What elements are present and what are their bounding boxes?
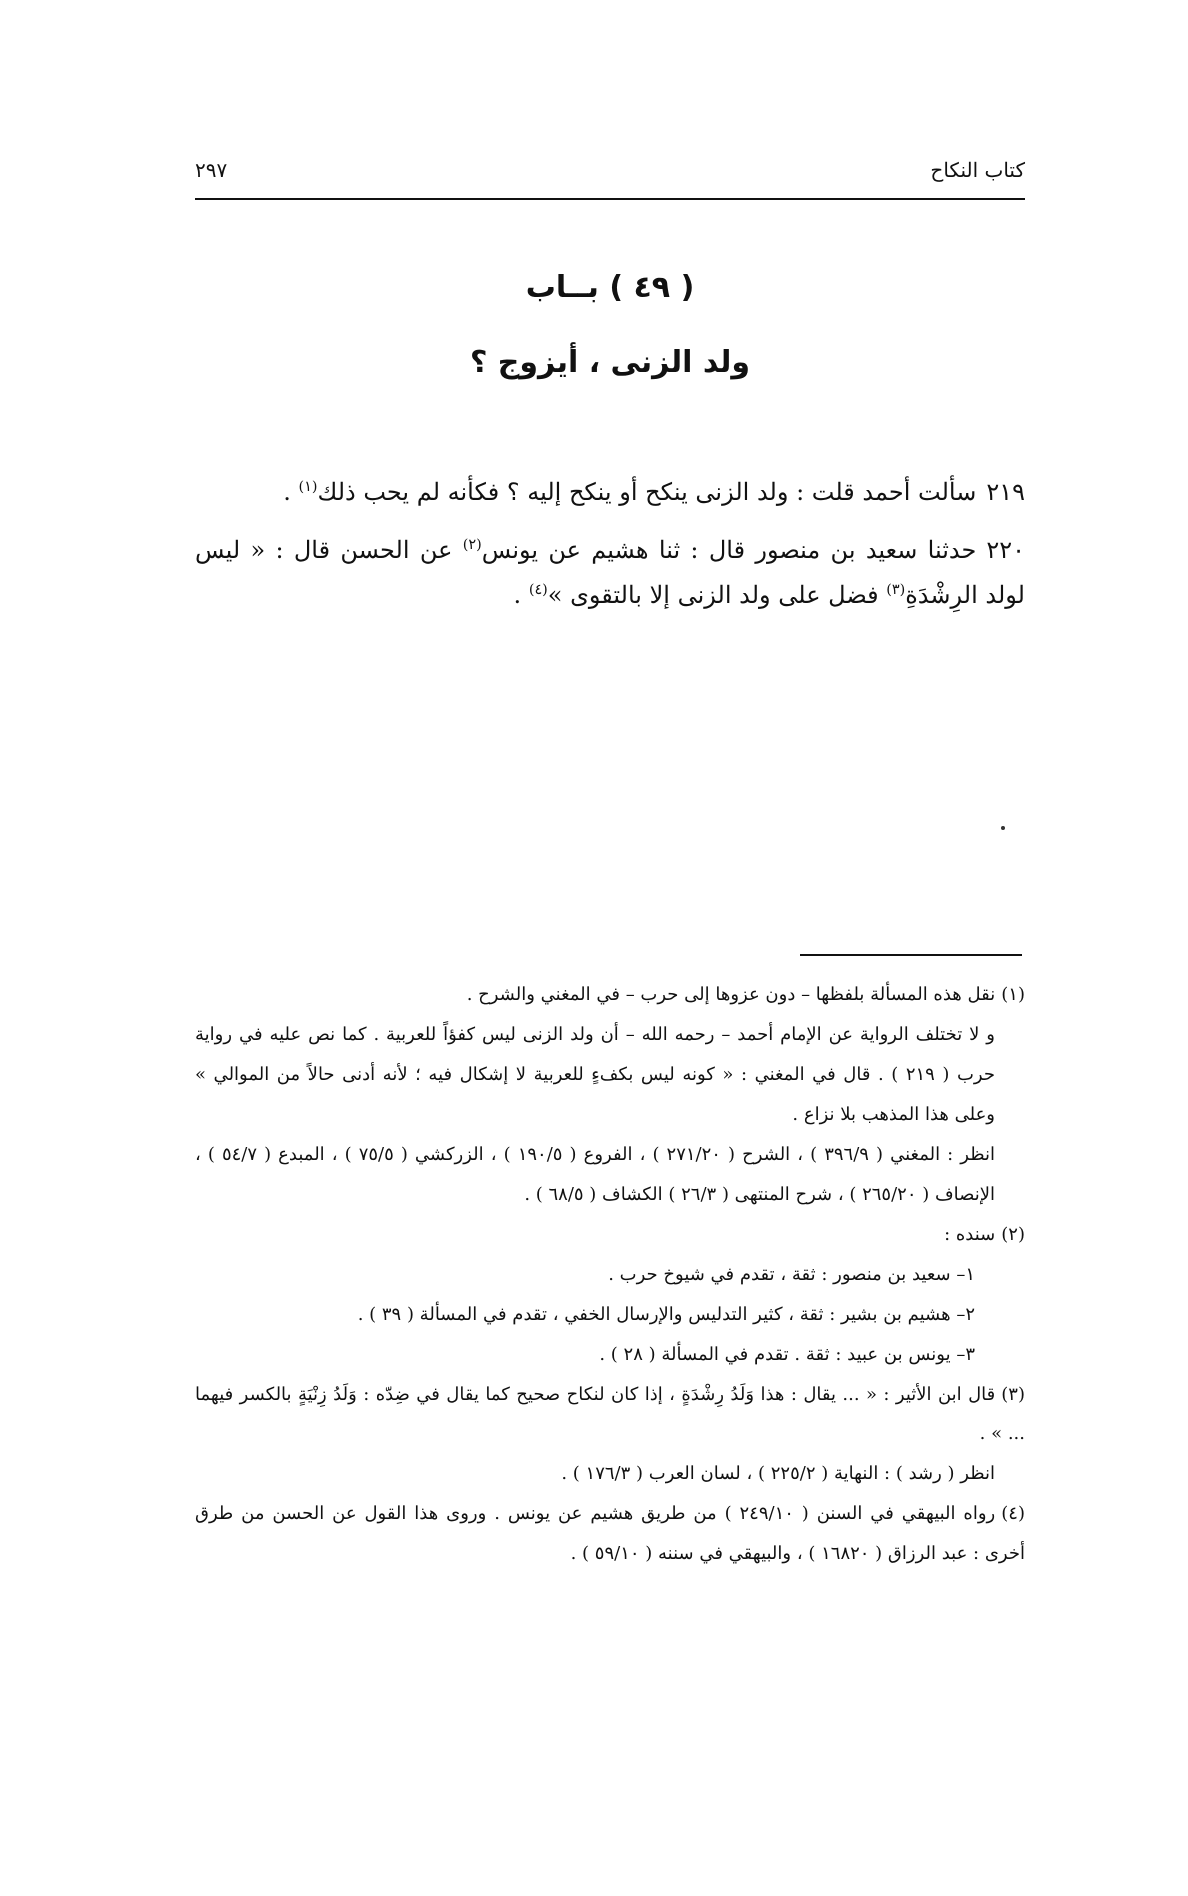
footnote-3 <box>195 1375 1025 1455</box>
footnote-2 <box>195 1215 1025 1255</box>
chapter-label: ( ٤٩ ) بــاب <box>525 270 695 305</box>
body-text <box>195 470 1025 631</box>
footnote-number: (٣) <box>1001 1383 1025 1405</box>
footnote-1-detail: و لا تختلف الرواية عن الإمام أحمد – رحمه الله – أن ولد الزنى ليس كفؤاً للعربية . كما نص عليه في رواية حرب ( ٢١٩ ) . قال في المغني : « كونه ليس بكفءٍ للعربية لا إشكال فيه ؛ لأنه أدنى حالاً من الموالي » وعلى هذا المذهب بلا نزاع . <box>195 1023 995 1125</box>
entry-text: فضل على ولد الزنى إلا بالتقوى » <box>547 581 887 610</box>
stray-dot <box>1001 826 1005 830</box>
narrator-item: ٢– هشيم بن بشير : ثقة ، كثير التدليس والإرسال الخفي ، تقدم في المسألة ( ٣٩ ) . <box>357 1303 975 1325</box>
entry-end: . <box>283 478 299 506</box>
entry-end: . <box>513 581 529 610</box>
footnotes <box>195 975 1025 1574</box>
footnote-1-sources: انظر : المغني ( ٣٩٦/٩ ) ، الشرح ( ٢٧١/٢٠ ) ، الفروع ( ١٩٠/٥ ) ، الزركشي ( ٧٥/٥ ) ، المبدع ( ٥٤/٧ ) ، الإنصاف ( ٢٦٥/٢٠ ) ، شرح المنتهى ( ٢٦/٣ ) الكشاف ( ٦٨/٥ ) . <box>195 1143 995 1205</box>
footnote-text: نقل هذه المسألة بلفظها – دون عزوها إلى حرب – في المغني والشرح . <box>466 984 996 1005</box>
entry-text: سألت أحمد قلت : ولد الزنى ينكح أو ينكح إليه ؟ فكأنه لم يحب ذلك <box>317 478 977 506</box>
footnote-ref: (١) <box>298 479 318 495</box>
footnote-separator <box>800 954 1022 956</box>
chapter-title: ولد الزنى ، أيزوج ؟ <box>469 345 751 380</box>
footnote-text: رواه البيهقي في السنن ( ٢٤٩/١٠ ) من طريق هشيم عن يونس . وروى هذا القول عن الحسن من طرق أخرى : عبد الرزاق ( ١٦٨٢٠ ) ، والبيهقي في سننه ( ٥٩/١٠ ) . <box>195 1503 1025 1565</box>
entry-220 <box>195 528 1025 619</box>
footnote-number: (٤) <box>1001 1503 1025 1525</box>
footnote-text: قال ابن الأثير : « ... يقال : هذا وَلَدُ رِشْدَةٍ ، إذا كان لنكاح صحيح كما يقال في ضِدّه : وَلَدُ زِنْيَةٍ بالكسر فيهما ... » . <box>195 1383 1025 1445</box>
entry-219 <box>195 470 1025 516</box>
footnote-1 <box>195 975 1025 1015</box>
entry-number: ٢١٩ <box>986 478 1025 506</box>
entry-text: عن الحسن قال : « ليس لولد الرِشْدَةِ <box>195 535 1025 610</box>
footnote-ref: (٤) <box>528 582 548 599</box>
footnote-number: (٢) <box>1001 1223 1025 1245</box>
entry-text: حدثنا سعيد بن منصور قال : ثنا هشيم عن يونس <box>481 535 977 564</box>
book-title: كتاب النكاح <box>930 158 1025 182</box>
narrator-item: ١– سعيد بن منصور : ثقة ، تقدم في شيوخ حرب . <box>608 1263 975 1285</box>
entry-number: ٢٢٠ <box>986 535 1025 564</box>
running-head <box>195 158 1025 182</box>
footnote-ref: (٣) <box>886 582 906 599</box>
footnote-4 <box>195 1494 1025 1574</box>
footnote-3-sources: انظر ( رشد ) : النهاية ( ٢٢٥/٢ ) ، لسان العرب ( ١٧٦/٣ ) . <box>561 1463 995 1485</box>
page-number: ٢٩٧ <box>195 158 228 182</box>
narrator-item: ٣– يونس بن عبيد : ثقة . تقدم في المسألة ( ٢٨ ) . <box>599 1343 975 1365</box>
footnote-number: (١) <box>1001 984 1025 1005</box>
footnote-text: سنده : <box>944 1223 996 1245</box>
footnote-ref: (٢) <box>462 536 482 553</box>
header-rule <box>195 198 1025 200</box>
